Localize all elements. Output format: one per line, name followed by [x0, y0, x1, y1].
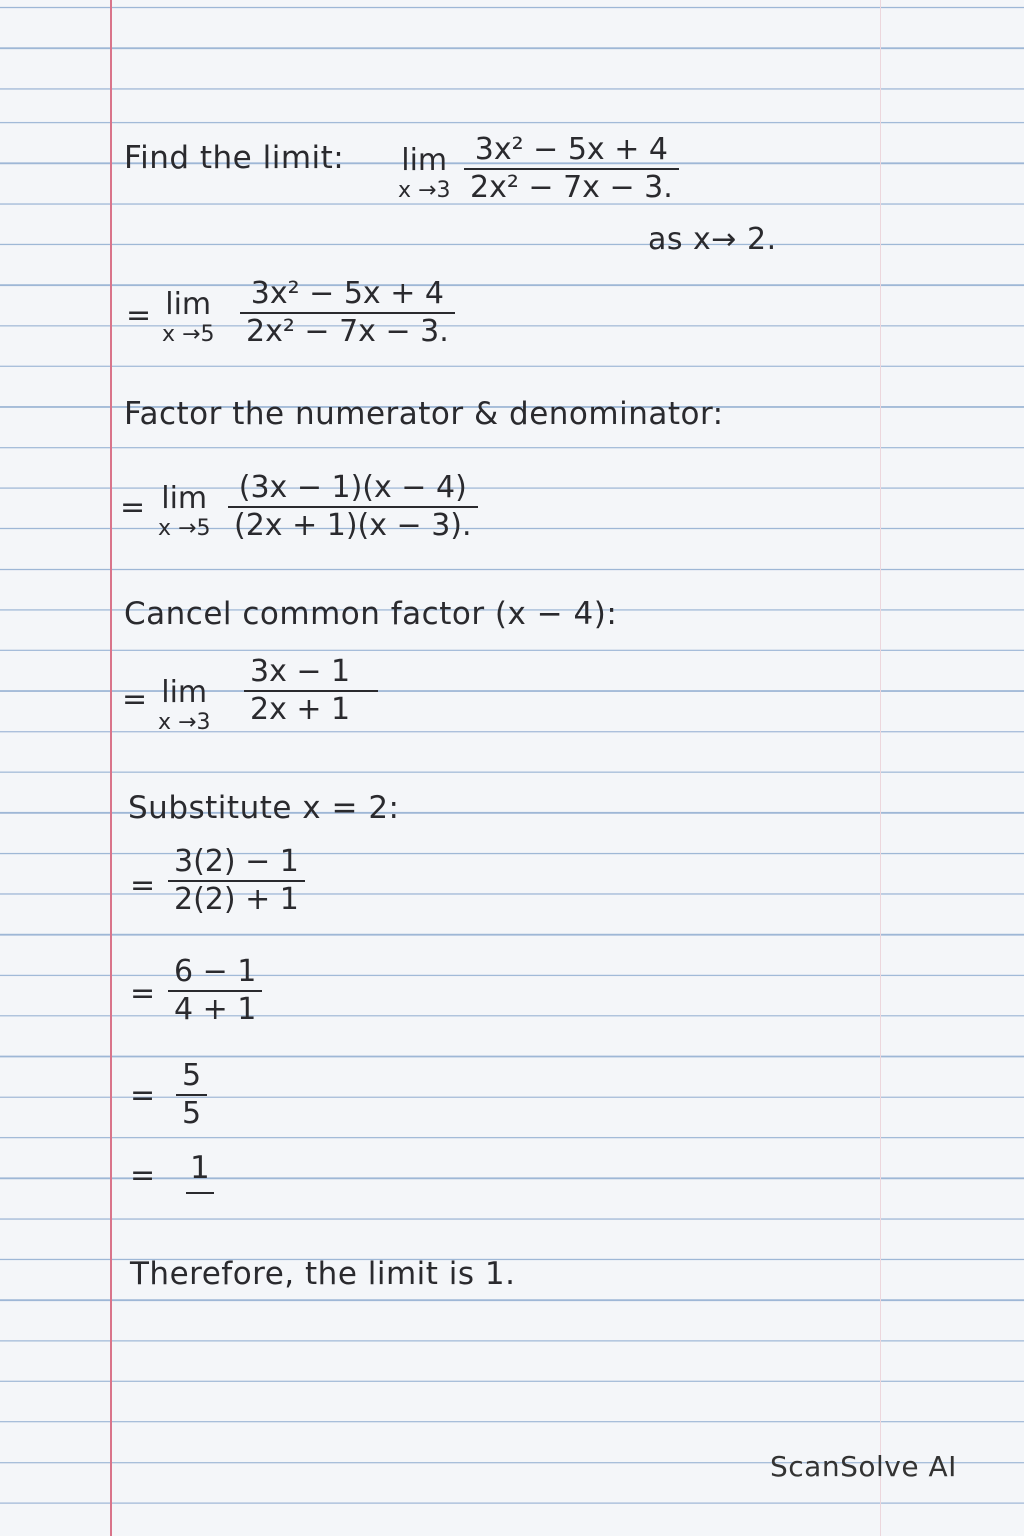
- reduced-fraction: [176, 1058, 207, 1132]
- equals-sign: =: [122, 682, 148, 717]
- substitution-fraction: [168, 844, 305, 918]
- fraction-numerator: 3x² − 5x + 4: [250, 276, 444, 311]
- factor-heading: Factor the numerator & denominator:: [124, 396, 724, 432]
- lim-word: lim: [401, 143, 448, 178]
- step3-limit: [158, 676, 210, 736]
- fraction-denominator: (2x + 1)(x − 3).: [234, 508, 472, 543]
- lim-subscript: x →5: [158, 516, 211, 541]
- equals-sign: =: [120, 490, 146, 525]
- fraction-denominator: 2x² − 7x − 3.: [470, 170, 673, 205]
- substitute-heading: Substitute x = 2:: [128, 790, 400, 826]
- conclusion-text: Therefore, the limit is 1.: [130, 1256, 516, 1292]
- equals-sign: =: [130, 868, 156, 903]
- cancel-heading: Cancel common factor (x − 4):: [124, 596, 618, 632]
- step1-limit: [162, 288, 214, 348]
- fraction-denominator: 2x² − 7x − 3.: [246, 314, 449, 349]
- fraction-numerator: 6 − 1: [174, 954, 257, 989]
- lim-subscript: x →3: [158, 710, 211, 735]
- lim-word: lim: [161, 481, 208, 516]
- step2-limit: [158, 482, 210, 542]
- fraction-numerator: 3x² − 5x + 4: [474, 132, 668, 167]
- problem-limit: [398, 144, 450, 204]
- equals-sign: =: [130, 1158, 156, 1193]
- fraction-numerator: 3(2) − 1: [174, 844, 299, 879]
- problem-heading: Find the limit:: [124, 140, 345, 176]
- lim-word: lim: [165, 287, 212, 322]
- problem-fraction: [464, 132, 679, 206]
- equals-sign: =: [130, 976, 156, 1011]
- lim-subscript: x →5: [162, 322, 215, 347]
- step1-fraction: [240, 276, 455, 350]
- fraction-denominator: 5: [182, 1096, 202, 1131]
- equals-sign: =: [126, 298, 152, 333]
- simplified-fraction: [168, 954, 262, 1028]
- final-value: 1: [186, 1150, 214, 1194]
- scansolve-watermark: ScanSolve AI: [770, 1450, 957, 1483]
- step3-fraction: [244, 654, 356, 728]
- fraction-numerator: 5: [182, 1058, 202, 1093]
- lim-word: lim: [161, 675, 208, 710]
- step2-fraction: [228, 470, 478, 544]
- fraction-numerator: 3x − 1: [250, 654, 351, 689]
- limit-condition: as x→ 2.: [648, 222, 777, 257]
- fraction-denominator: 2x + 1: [250, 692, 351, 727]
- fraction-numerator: (3x − 1)(x − 4): [238, 470, 467, 505]
- equals-sign: =: [130, 1078, 156, 1113]
- fraction-denominator: 4 + 1: [174, 992, 257, 1027]
- lim-subscript: x →3: [398, 178, 451, 203]
- fraction-denominator: 2(2) + 1: [174, 882, 299, 917]
